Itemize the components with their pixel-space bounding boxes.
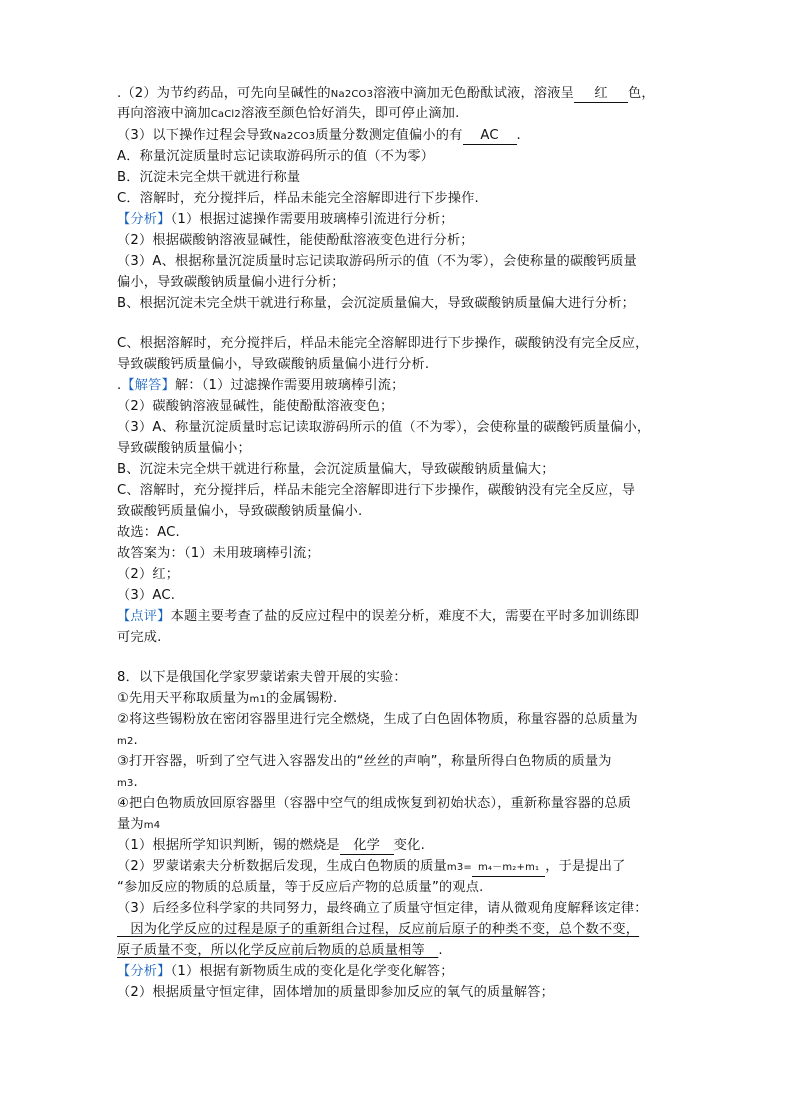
text-run: B、根据沉淀未完全烘干就进行称量，会沉淀质量偏大，导致碳酸钠质量偏大进行分析； [117,296,635,311]
text-run: 质量分数测定值偏小的有 [315,128,463,143]
text-run: 导致碳酸钙质量偏小，导致碳酸钠质量偏小进行分析. [117,357,430,372]
text-line [117,523,180,542]
text-run: （2）罗蒙诺索夫分析数据后发现，生成白色物质的质量 [117,859,447,874]
text-run: . [438,943,443,958]
text-run: 因为化学反应的过程是原子的重新组合过程，反应前后原子的种类不变，总个数不变， [117,922,640,937]
text-run: 变化. [393,838,425,853]
text-run: m [249,694,260,705]
text-run: （2）碳酸钠溶液显碱性，能使酚酞溶液变色； [117,399,394,414]
text-line [117,104,460,124]
text-run: Na [272,131,287,142]
text-run: （1）根据有新物质生成的变化是化学变化解答； [170,964,454,979]
text-line [117,355,429,374]
text-line [117,481,635,500]
text-run: 3 [456,862,464,873]
text-run: （1）根据所学知识判断，锡的燃烧是 [117,838,340,853]
text-run: ④把白色物质放回原容器里（容器中空气的组成恢复到初始状态），重新称量容器的总质 [117,796,632,811]
text-line [117,231,474,250]
text-run: 本题主要考查了盐的反应过程中的误差分析，难度不大，需要在平时多加训练即 [170,609,640,624]
text-line [117,460,555,479]
text-run: 偏小，导致碳酸钠质量偏小进行分析； [117,275,345,290]
text-line [117,794,631,813]
section-tag: 【分析】 [117,964,171,979]
text-run: 8．以下是俄国化学家罗蒙诺索夫曾开展的实验： [117,670,407,685]
text-line [117,376,405,395]
text-run: （2）红； [117,567,180,582]
text-run: 故选：AC. [117,525,180,540]
text-line [117,252,637,271]
text-run: 致碳酸钙质量偏小，导致碳酸钠质量偏小. [117,504,363,519]
text-line [117,565,179,584]
text-run: 的金属锡粉. [266,691,338,706]
text-line [117,544,320,563]
text-line [117,689,337,709]
text-run: . [133,733,138,748]
answer-blank: m₄－m₂+m₁ [472,860,545,877]
text-run: CO [293,131,309,142]
text-run: C．溶解时，充分搅拌后，样品未能完全溶解即进行下步操作. [117,191,479,206]
text-run: m [117,736,127,747]
text-run: 1 [259,694,267,705]
text-line [117,983,554,1002]
text-run: 量为 [117,817,144,832]
text-line [117,84,655,104]
section-tag: 【点评】 [117,609,171,624]
text-line [117,168,300,187]
text-run: . [117,378,122,393]
text-run: 4 [153,820,161,831]
text-run: 再向溶液中滴加 [117,106,211,121]
text-run: C、根据溶解时，充分搅拌后，样品未能完全溶解即进行下步操作，碳酸钠没有完全反应， [117,336,649,351]
text-run: （3）A、称量沉淀质量时忘记读取游码所示的值（不为零），会使称量的碳酸钙质量偏小， [117,420,651,435]
text-line [117,878,484,897]
section-tag: 【解答】 [121,378,175,393]
text-run: . [133,775,138,790]
section-tag: 【分析】 [117,212,171,227]
text-run: 2 [344,89,352,100]
text-run: 3 [366,89,374,100]
text-line [117,836,425,855]
text-run: ②将这些锡粉放在密闭容器里进行完全燃烧，生成了白色固体物质，称量容器的总质量为 [117,712,638,727]
text-line [117,502,362,521]
text-run: 溶液中滴加无色酚酞试液，溶液呈 [373,86,575,101]
text-line [117,273,345,292]
text-run: 溶液至颜色恰好消失，即可停止滴加. [240,106,460,121]
text-line [117,857,626,877]
text-run: （3）AC. [117,588,176,603]
text-run: ①先用天平称取质量为 [117,691,250,706]
text-run: ③打开容器，听到了空气进入容器发出的“丝丝的声响”，称量所得白色物质的质量为 [117,754,612,769]
text-run: 3 [308,131,316,142]
text-run: m [143,820,154,831]
text-line [117,920,639,939]
text-run: B、沉淀未完全烘干就进行称量，会沉淀质量偏大，导致碳酸钠质量偏大； [117,462,555,477]
text-line [117,962,454,981]
text-line [117,189,479,208]
text-run: （3）后经多位科学家的共同努力，最终确立了质量守恒定律，请从微观角度解释该定律： [117,901,648,916]
text-run: 可完成. [117,630,162,645]
text-run: 故答案为：（1）未用玻璃棒引流； [117,546,320,561]
text-run: 解：（1）过滤操作需要用玻璃棒引流； [174,378,405,393]
text-run: （3）A、根据称量沉淀质量时忘记读取游码所示的值（不为零），会使称量的碳酸钙质量 [117,254,637,269]
text-line [117,710,638,729]
text-run: B．沉淀未完全烘干就进行称量 [117,170,301,185]
text-run: 色， [628,86,655,101]
text-line [117,294,635,313]
text-run: A．称量沉淀质量时忘记读取游码所示的值（不为零） [117,149,435,164]
text-line [117,586,175,605]
text-line [117,941,443,960]
text-run: 2 [286,131,294,142]
text-line [117,628,162,647]
text-run: （2）根据碳酸钠溶液显碱性，能使酚酞溶液变色进行分析； [117,233,474,248]
text-line [117,752,612,771]
text-run: CaCl [210,109,235,120]
text-line [117,210,454,229]
text-run: （3）以下操作过程会导致 [117,128,273,143]
text-run: 3 [126,778,134,789]
text-run: （2）根据质量守恒定律，固体增加的质量即参加反应的氧气的质量解答； [117,985,554,1000]
text-line [117,147,434,166]
text-run: C、溶解时，充分搅拌后，样品未能完全溶解即进行下步操作，碳酸钠没有完全反应，导 [117,483,636,498]
text-run: “参加反应的物质的总质量，等于反应后产物的总质量”的观点. [117,880,484,895]
text-line [117,731,138,751]
text-run: .（2）为节约药品，可先向呈碱性的 [117,86,331,101]
text-run: . [516,128,521,143]
text-line [117,607,639,626]
text-line [117,334,649,353]
text-line [117,815,160,835]
text-run: CO [351,89,367,100]
text-run: （1）根据过滤操作需要用玻璃棒引流进行分析； [170,212,454,227]
text-line [117,397,393,416]
text-run: 2 [234,109,241,120]
text-run: ，于是提出了 [545,859,626,874]
answer-blank: 红 [574,86,628,103]
text-line [117,668,407,687]
text-run: m [446,862,457,873]
text-line [117,439,251,458]
text-line [117,126,521,146]
text-line [117,773,138,793]
text-run: m [117,778,127,789]
text-run: = [463,862,472,873]
text-line [117,418,650,437]
answer-blank: AC [463,128,517,145]
text-run: 导致碳酸钠质量偏小； [117,441,251,456]
text-run: 2 [126,736,134,747]
answer-blank: 化学 [340,838,394,855]
text-run: 原子质量不变，所以化学反应前后物质的总质量相等 [117,943,439,958]
text-run: Na [330,89,345,100]
text-line [117,899,648,918]
